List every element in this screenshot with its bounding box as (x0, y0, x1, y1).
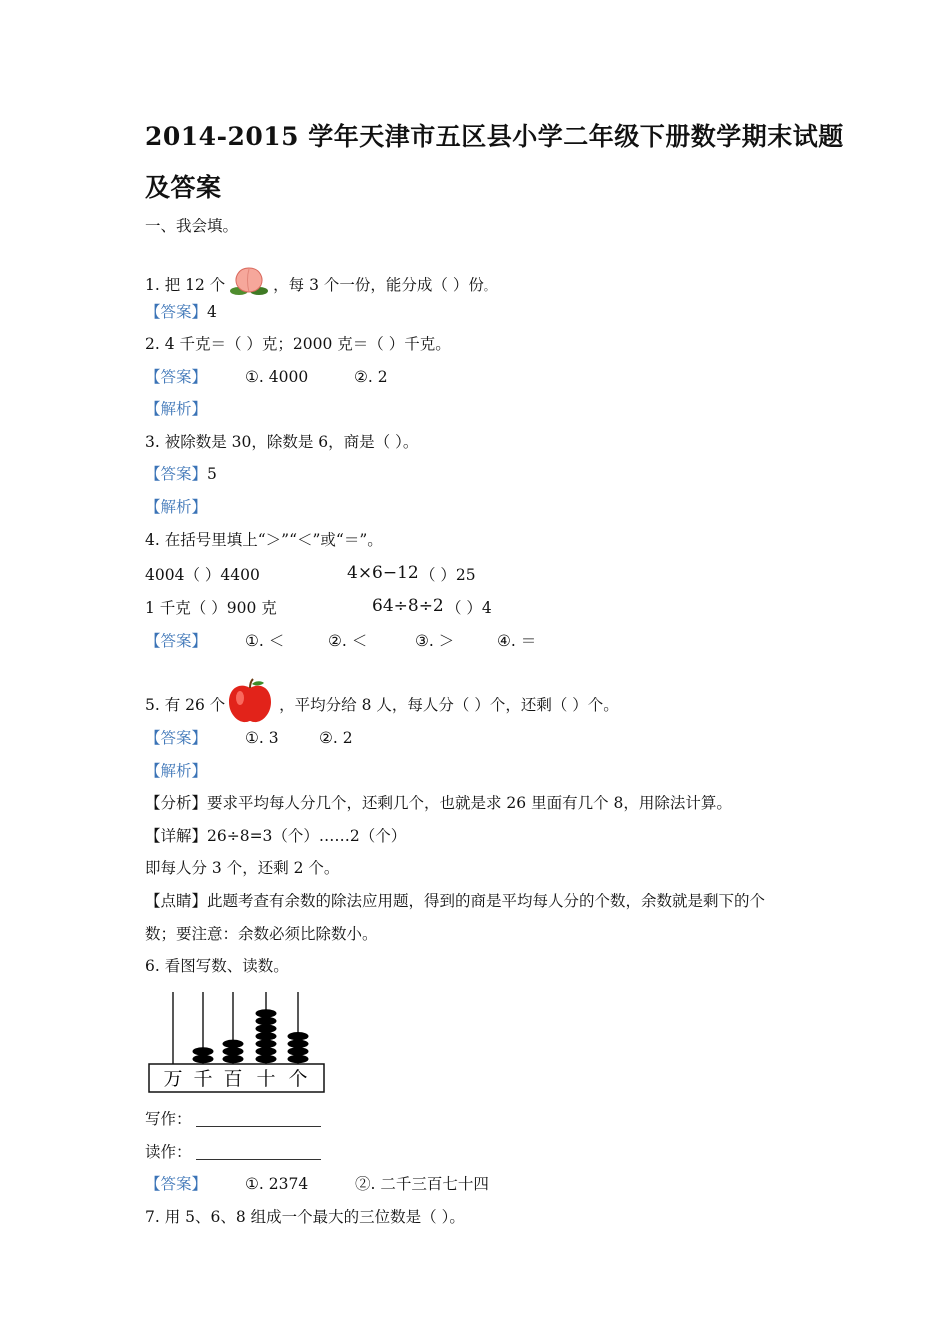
abacus-bead (288, 1047, 309, 1055)
write-row (145, 1109, 321, 1129)
question-1-suffix: ，每 3 个一份，能分成（ ）份 (273, 276, 484, 294)
abacus-bead (223, 1055, 244, 1063)
analysis-tag: 【解析】 (145, 498, 208, 516)
question-4-row1-right: （ ）25 (420, 566, 476, 584)
abacus-place-label: 十 (256, 1068, 276, 1090)
abacus-bead (256, 1055, 277, 1063)
answer-2 (145, 367, 388, 387)
analysis-fenxi: 【分析】要求平均每人分几个，还剩几个，也就是求 26 里面有几个 8，用除法计算。 (145, 794, 732, 812)
abacus-bead (193, 1047, 214, 1055)
abacus-place-label: 万 (163, 1068, 183, 1090)
write-label: 写作： (145, 1110, 192, 1128)
abacus-bead (288, 1032, 309, 1040)
abacus-bead (288, 1040, 309, 1048)
abacus-bead (256, 1032, 277, 1040)
answer-item: ①. 2374 (245, 1175, 309, 1193)
question-1-prefix: 1. 把 12 个 (145, 276, 226, 294)
question-4-row2-expression: 64÷8÷2 (372, 596, 444, 616)
abacus-bead (256, 1009, 277, 1017)
analysis-tag: 【解析】 (145, 400, 208, 418)
answer-item: ③. ＞ (415, 632, 455, 650)
read-label: 读作： (145, 1143, 192, 1161)
page-title-line2: 及答案 (145, 173, 222, 202)
answer-3 (145, 464, 217, 484)
abacus-place-label: 个 (288, 1068, 308, 1090)
answer-5 (145, 728, 353, 748)
apple-icon (226, 678, 274, 724)
abacus-place-label: 百 (223, 1068, 243, 1090)
question-4-row2-left: 1 千克（ ）900 克 (145, 599, 277, 617)
answer-1 (145, 302, 217, 322)
answer-tag: 【答案】 (145, 303, 208, 321)
abacus-bead (288, 1055, 309, 1063)
question-5-suffix: ，平均分给 8 人，每人分（ ）个，还剩（ ）个。 (279, 696, 619, 714)
question-5 (145, 678, 619, 724)
answer-item: ①. 3 (245, 729, 279, 747)
answer-tag: 【答案】 (145, 368, 208, 386)
question-3: 3. 被除数是 30，除数是 6，商是（ ）。 (145, 433, 419, 451)
question-6: 6. 看图写数、读数。 (145, 957, 289, 975)
question-4-row1-expression: 4×6−12 (347, 563, 419, 583)
answer-tag: 【答案】 (145, 1175, 208, 1193)
answer-item: ②. 二千三百七十四 (355, 1175, 489, 1193)
question-4: 4. 在括号里填上“＞”“＜”或“＝”。 (145, 531, 383, 549)
analysis-explain: 即每人分 3 个，还剩 2 个。 (145, 859, 340, 877)
question-7: 7. 用 5、6、8 组成一个最大的三位数是（ ）。 (145, 1208, 465, 1226)
abacus-place-label: 千 (193, 1068, 213, 1090)
question-1-dot: 。 (483, 280, 495, 293)
answer-item: ②. ＜ (328, 632, 368, 650)
answer-item: ④. ＝ (497, 632, 537, 650)
analysis-dianjing-line2: 数；要注意：余数必须比除数小。 (145, 925, 378, 943)
answer-value: 4 (207, 303, 217, 321)
answer-tag: 【答案】 (145, 632, 208, 650)
read-blank (196, 1143, 321, 1160)
question-1 (145, 264, 495, 298)
answer-4 (145, 631, 537, 651)
peach-icon (230, 264, 268, 298)
answer-6 (145, 1174, 489, 1194)
analysis-tag: 【解析】 (145, 762, 208, 780)
question-4-row1-left: 4004（ ）4400 (145, 566, 260, 584)
abacus-bead (223, 1047, 244, 1055)
write-blank (196, 1110, 321, 1127)
answer-tag: 【答案】 (145, 465, 208, 483)
page-title-line1: 2014-2015 学年天津市五区县小学二年级下册数学期末试题 (145, 122, 844, 151)
answer-item: ①. ＜ (245, 632, 285, 650)
analysis-dianjing-line1: 【点睛】此题考查有余数的除法应用题，得到的商是平均每人分的个数，余数就是剩下的个 (145, 892, 766, 910)
analysis-xiangjie: 【详解】26÷8=3（个）……2（个） (145, 827, 407, 845)
question-5-prefix: 5. 有 26 个 (145, 696, 226, 714)
abacus-bead (193, 1055, 214, 1063)
answer-tag: 【答案】 (145, 729, 208, 747)
abacus-bead (256, 1024, 277, 1032)
answer-value: 5 (207, 465, 217, 483)
abacus-figure (145, 988, 327, 1096)
section-heading: 一、我会填。 (145, 217, 239, 235)
abacus-diagram (145, 988, 327, 1096)
read-row (145, 1142, 321, 1162)
question-2: 2. 4 千克＝（ ）克；2000 克＝（ ）千克。 (145, 335, 451, 353)
abacus-bead (256, 1047, 277, 1055)
abacus-bead (256, 1017, 277, 1025)
question-4-row2-right: （ ）4 (446, 599, 492, 617)
answer-item: ②. 2 (319, 729, 353, 747)
abacus-bead (256, 1040, 277, 1048)
abacus-bead (223, 1040, 244, 1048)
answer-item: ①. 4000 (245, 368, 309, 386)
answer-item: ②. 2 (354, 368, 388, 386)
